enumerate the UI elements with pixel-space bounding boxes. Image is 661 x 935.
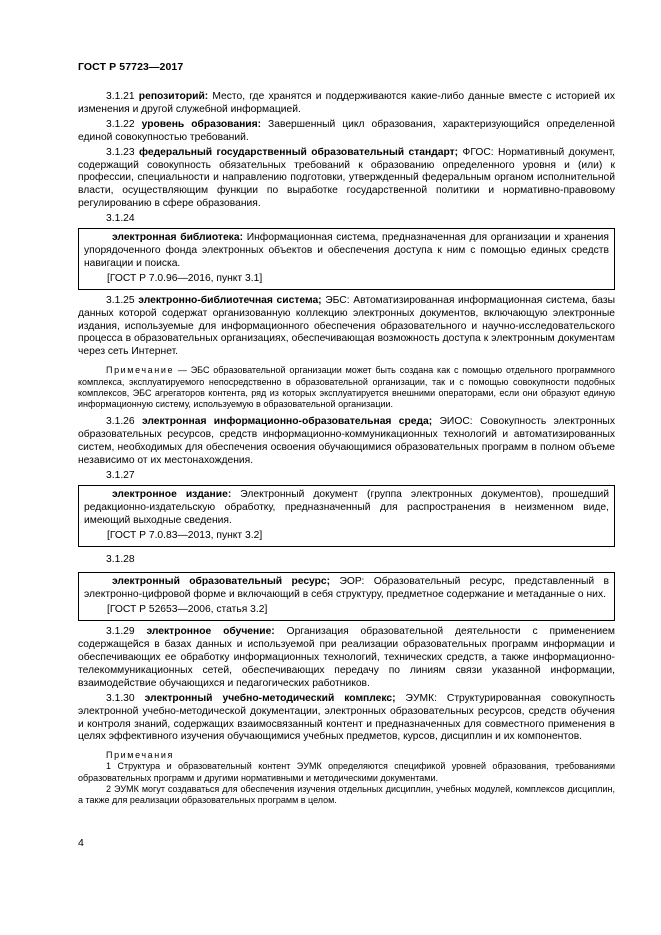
entry-term: электронное издание: [112, 488, 232, 500]
entry-3-1-26 [78, 416, 615, 468]
note-text: — ЭБС образовательной организации может быть создана как с помощью отдельного программного комплекса, эксплуатируемого непосредственно в образовательной организации, так и с помощью совокупности подобных комплексов, ЭБС агрегаторов контента, ряд из которых эксплуатируется внешними операторами, если они образуют единую информационную систему, используемую в образовательной организации. [78, 365, 615, 410]
entry-definition: Завершенный цикл образования, характеризующийся определенной единой совокупностью требований. [78, 118, 615, 143]
entry-3-1-27-box [78, 485, 615, 547]
entry-definition: ЭБС: Автоматизированная информационная система, базы данных которой содержат организованную коллекцию электронных документов, включающую электронные издания, используемые для информационного обеспечения образовательного и научно-исследовательского процесса в образовательных организациях, обеспечивающая возможность доступа к электронным документам через сеть Интернет. [78, 294, 615, 358]
entry-3-1-25-note [78, 365, 615, 410]
entry-3-1-24 [84, 232, 609, 271]
entry-definition: Информационная система, предназначенная для организации и хранения упорядоченного фонда электронных объектов и обеспечения доступа к ним с помощью единых средств навигации и поиска. [84, 232, 609, 269]
entry-term: электронный образовательный ресурс; [112, 576, 331, 588]
entry-reference: [ГОСТ Р 7.0.96—2016, пункт 3.1] [107, 272, 263, 284]
page-number: 4 [78, 837, 84, 849]
entry-definition: Электронный документ (группа электронных документов), прошедший редакционно-издательскую обработку, предназначенный для распространения в неизменном виде, имеющий выходные сведения. [84, 488, 609, 526]
entry-3-1-28 [84, 576, 609, 602]
entry-reference: [ГОСТ Р 52653—2006, статья 3.2] [107, 604, 268, 616]
entry-definition: Место, где хранятся и поддерживаются какие-либо данные вместе с историей их изменения и другой служебной информацией. [78, 91, 615, 115]
standard-header: ГОСТ Р 57723—2017 [78, 61, 184, 73]
entry-number: 3.1.26 [106, 416, 135, 428]
entry-number: 3.1.29 [106, 626, 135, 638]
entry-term: электронно-библиотечная система; [138, 294, 322, 306]
entry-3-1-27 [84, 489, 609, 528]
entry-3-1-28-box [78, 572, 615, 621]
entry-number: 3.1.23 [106, 146, 135, 158]
entry-term: федеральный государственный образовательный стандарт; [139, 146, 459, 158]
entry-definition: ЭУМК: Структурированная совокупность электронной учебно-методической документации, электронных образовательных ресурсов, средств обучения и контроля знаний, содержащих взаимосвязанный контент и предназначенных для совместного применения в целях эффективного изучения обучающимися учебных предметов, курсов, дисциплин и их компонентов. [78, 692, 615, 743]
entry-term: электронная информационно-образовательная среда; [141, 416, 433, 428]
entry-definition: ФГОС: Нормативный документ, содержащий совокупность обязательных требований к образованию определенного уровня и (или) к профессии, специальности и направлению подготовки, утвержденный федеральным органом исполнительной власти, осуществляющим функции по выработке государственной политики и нормативно-правовому регулированию в сфере образования. [78, 146, 615, 210]
entry-term: электронная библиотека: [112, 232, 243, 244]
entry-term: электронное обучение: [146, 626, 275, 638]
notes-label: Примечания [106, 750, 174, 761]
entry-term: электронный учебно-методический комплекс; [144, 692, 396, 704]
entry-3-1-23 [78, 147, 615, 212]
entry-number: 3.1.25 [106, 294, 135, 306]
note-item: 2 ЭУМК могут создаваться для обеспечения изучения отдельных дисциплин, учебных модулей, комплексов дисциплин, а также для реализации образовательных программ в целом. [78, 783, 615, 806]
entry-definition: Организация образовательной деятельности с применением содержащейся в базах данных и используемой при реализации образовательных программ информации и обеспечивающих ее обработку информационных технологий, технических средств, а также информационно-телекоммуникационных сетей, обеспечивающих передачу по линиям связи указанной информации, взаимодействие обучающихся и педагогических работников. [78, 626, 615, 689]
document-body [78, 91, 615, 807]
entry-3-1-24-box [78, 228, 615, 290]
entry-definition: ЭОР: Образовательный ресурс, представленный в электронно-цифровой форме и включающий в себя структуру, предметное содержание и метаданные о них. [84, 576, 609, 601]
entry-reference: [ГОСТ Р 7.0.83—2013, пункт 3.2] [107, 529, 263, 541]
entry-3-1-24-number: 3.1.24 [106, 213, 135, 225]
entry-3-1-28-number: 3.1.28 [106, 553, 135, 565]
entry-number: 3.1.30 [106, 692, 135, 704]
entry-term: уровень образования: [141, 118, 262, 130]
entry-definition: ЭИОС: Совокупность электронных образовательных ресурсов, средств информационно-коммуникационных технологий и автоматизированных систем, необходимых для обеспечения освоения обучающимися образовательных программ в полном объеме независимо от их местонахождения. [78, 416, 615, 467]
note-item: 1 Структура и образовательный контент ЭУМК определяются спецификой уровней образования, требованиями образовательных программ и другими нормативными и методическими документами. [78, 761, 615, 783]
entry-term: репозиторий: [138, 91, 209, 102]
entry-number: 3.1.21 [106, 91, 135, 102]
entry-3-1-29 [78, 626, 615, 691]
entry-3-1-21 [78, 91, 615, 117]
entry-3-1-25 [78, 295, 615, 360]
entry-number: 3.1.22 [106, 118, 135, 130]
entry-3-1-27-number: 3.1.27 [106, 470, 135, 482]
entry-3-1-30 [78, 693, 615, 745]
entry-3-1-22 [78, 119, 615, 145]
note-label: Примечание [106, 365, 175, 376]
